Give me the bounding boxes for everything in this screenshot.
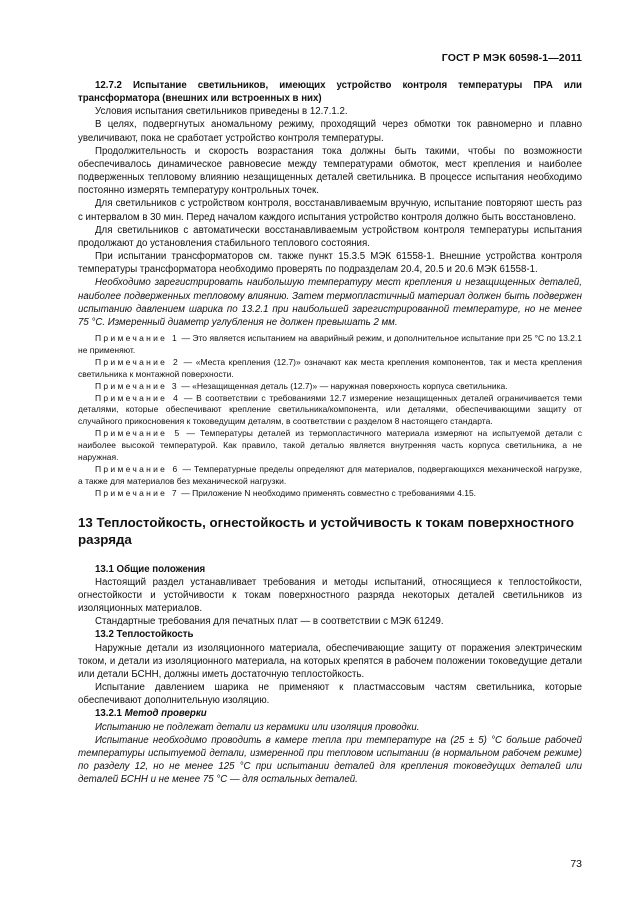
paragraph: Продолжительность и скорость возрастания тока должны быть такими, чтобы по возможности обеспечивалось динамическое равновесие между температурами обмоток, мест крепления и наиболее подверженных тепловому влиянию незащищенных деталей светильника. В процессе испытания необходимо постоянно измерять температуру контрольных точек. [78,145,582,197]
subsection-number: 12.7.2 [95,80,122,91]
note-label: Примечание 5 [95,428,182,439]
page-body [78,79,582,786]
note-label: Примечание 2 [95,356,181,367]
paragraph: Наружные детали из изоляционного материала, обеспечивающие защиту от поражения электрическим током, и детали из изоляционного материала, на которых крепятся в рабочем положении токоведущие детали или детали БСНН, должны иметь достаточную теплостойкость. [78,642,582,680]
running-header: ГОСТ Р МЭК 60598-1—2011 [441,52,582,64]
paragraph: Для светильников с устройством контроля, восстанавливаемым вручную, испытание повторяют шесть раз с интервалом в 30 мин. Перед началом каждого испытания устройство контроля должно быть восстановлено. [78,198,582,223]
note-1 [78,333,582,357]
note-3 [78,381,582,393]
note-text: — Температуры деталей из термопластичного материала измеряют на испытуемой детали с наиболее высокой температурой. Как правило, такой деталью является внутренняя часть корпуса светильника, а не наружная. [78,428,582,463]
note-label: Примечание 7 [95,487,179,498]
subsection-title: Испытание светильников, имеющих устройство контроля температуры ПРА или трансформатора (внешних или встроенных в них) [78,80,582,105]
note-6 [78,464,582,488]
note-label: Примечание 4 [95,392,181,403]
subsection-13-1-heading: 13.1 Общие положения [95,563,206,575]
note-7 [78,488,582,500]
paragraph: Условия испытания светильников приведены в 12.7.1.2. [95,106,348,118]
subsection-12-7-2-heading [78,79,582,105]
subsection-title: Метод проверки [124,708,207,720]
note-text: — Температурные пределы определяют для материалов, подвергающихся механической нагрузке, а также для материалов без механической нагрузки. [78,463,582,486]
note-label: Примечание 3 [95,380,179,391]
section-13-heading: 13 Теплостойкость, огнестойкость и устойчивость к токам поверхностного разряда [78,514,575,547]
note-text: — «Места крепления (12.7)» означают как места крепления компонентов, так и места крепления светильника к монтажной поверхности. [78,356,582,379]
note-text: — Это является испытанием на аварийный режим, и дополнительное испытание при 25 °C по 13.2.1 не применяют. [78,332,582,355]
paragraph-italic: Испытание необходимо проводить в камере тепла при температуре на (25 ± 5) °C больше рабочей температуры испытуемой детали, измеренной при тепловом испытании (в нормальном рабочем режиме) по разделу 12, но не менее 125 °C при испытании деталей для крепления токоведущих деталей или деталей БСНН и не менее 75 °C — для остальных деталей. [78,734,582,786]
paragraph: В целях, подвергнутых аномальному режиму, проходящий через обмотки ток равномерно и плавно увеличивают, пока не сработает устройство контроля температуры. [78,119,582,144]
paragraph: При испытании трансформаторов см. также пункт 15.3.5 МЭК 61558-1. Внешние устройства контроля температуры трансформатора необходимо проверять по подразделам 20.4, 20.5 и 20.6 МЭК 61558-1. [78,251,582,276]
subsection-13-2-1-heading [78,707,582,720]
note-5 [78,428,582,464]
note-text: — В соответствии с требованиями 12.7 измерение незащищенных деталей ограничивается теми деталями, которые обеспечивают крепление светильника/компонента, или деталями, обеспечивающими защиту от случайного прикосновения к токоведущим деталям, в соответствии с разделом 8 настоящего стандарта. [78,392,582,427]
note-label: Примечание 6 [95,463,180,474]
subsection-13-2-heading: 13.2 Теплостойкость [95,629,194,641]
paragraph: Испытание давлением шарика не применяют к пластмассовым частям светильника, которые обеспечивают дополнительную изоляцию. [78,682,582,707]
note-text: — «Незащищенная деталь (12.7)» — наружная поверхность корпуса светильника. [181,380,508,391]
paragraph-italic: Испытанию не подлежат детали из керамики или изоляция проводки. [95,721,420,733]
note-2 [78,357,582,381]
note-text: — Приложение N необходимо применять совместно с требованиями 4.15. [181,487,477,498]
paragraph-italic: Необходимо зарегистрировать наибольшую температуру мест крепления и незащищенных деталей, наиболее подверженных тепловому влиянию. Затем термопластичный материал должен быть подвержен испытанию давлением шарика по 13.2.1 при наибольшей зарегистрированной температуре, но не менее 75 °C. Измеренный диаметр углубления не должен превышать 2 мм. [78,277,582,328]
paragraph: Для светильников с автоматически восстанавливаемым устройством контроля температуры испытания продолжают до установления стабильного теплового состояния. [78,224,582,249]
paragraph: Настоящий раздел устанавливает требования и методы испытаний, относящиеся к теплостойкости, огнестойкости и устойчивости к токам поверхностного разряда некоторых деталей светильников из изоляционных материалов. [78,576,582,615]
page-number: 73 [570,858,582,870]
subsection-number: 13.2.1 [95,708,122,720]
paragraph: Стандартные требования для печатных плат — в соответствии с МЭК 61249. [95,616,444,628]
note-4 [78,393,582,429]
note-label: Примечание 1 [95,332,179,343]
